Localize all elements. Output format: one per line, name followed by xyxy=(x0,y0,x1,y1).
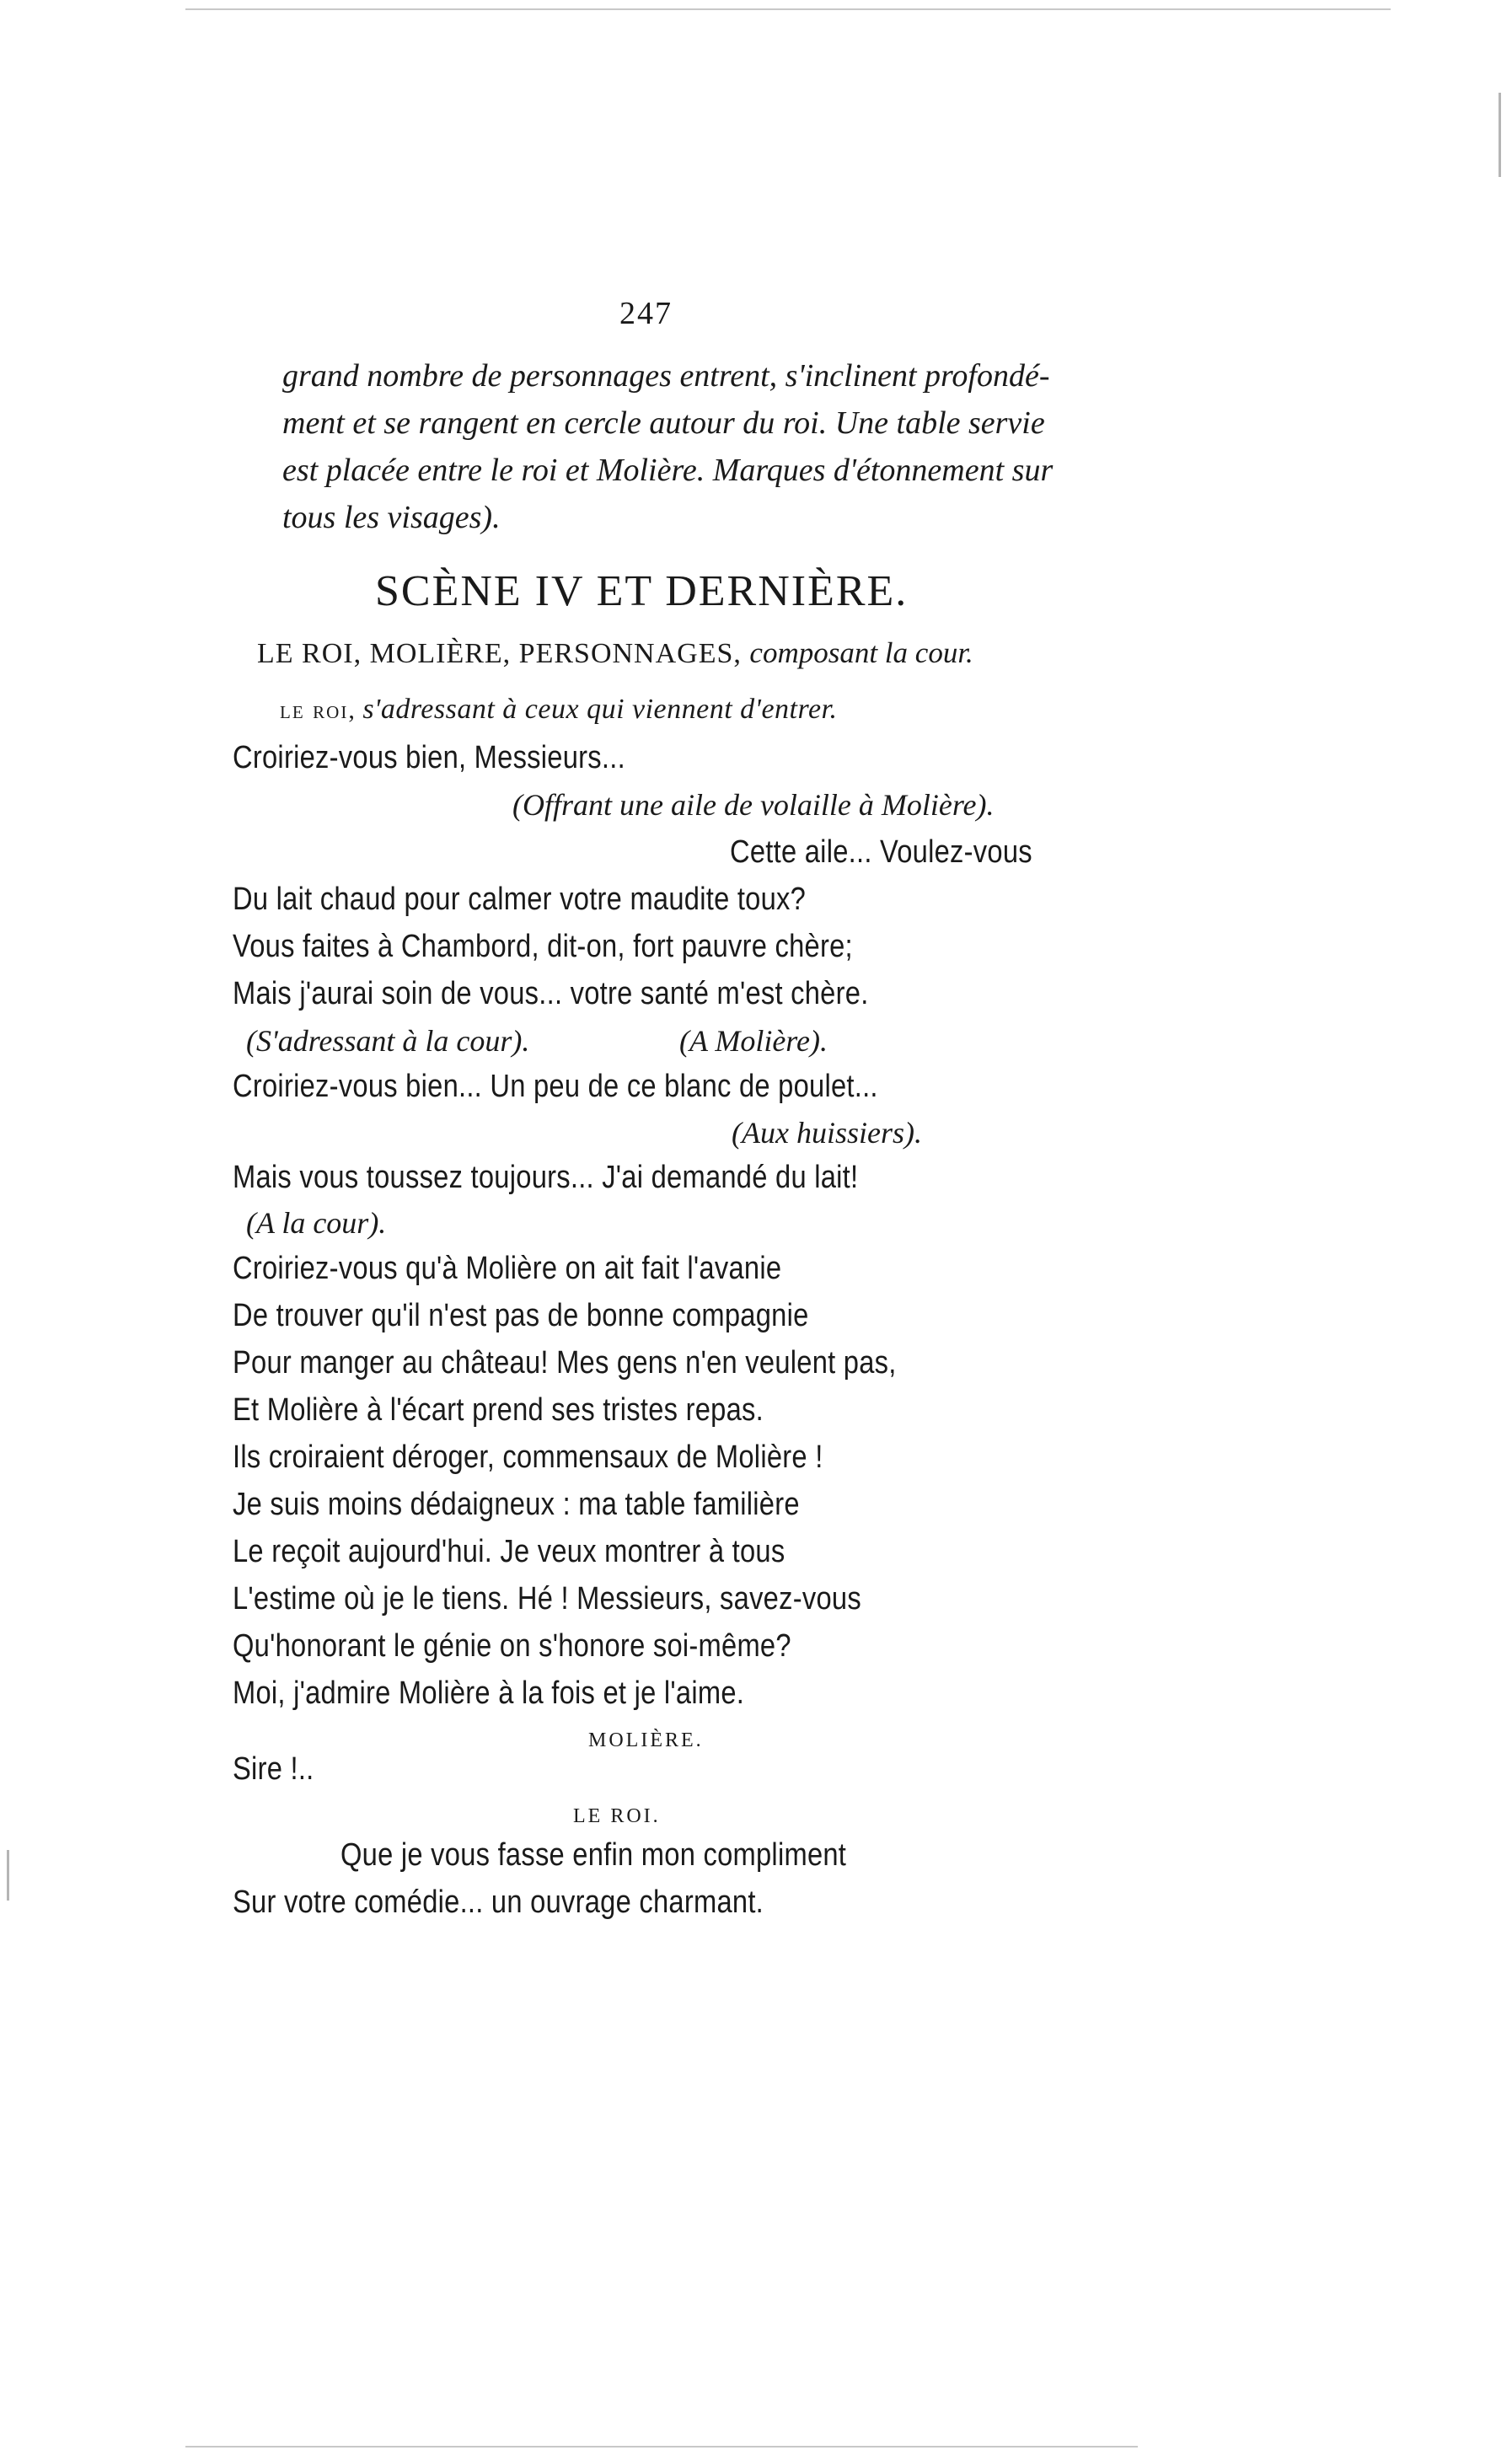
verse-line: Croiriez-vous qu'à Molière on ait fait l'avanie xyxy=(233,1251,782,1286)
intro-line-3: est placée entre le roi et Molière. Marques d'étonnement sur xyxy=(282,453,1054,488)
stage-direction: s'adressant à ceux qui viennent d'entrer. xyxy=(362,694,838,725)
cast-note: composant la cour. xyxy=(749,636,973,669)
speaker-name: le roi, xyxy=(280,696,357,724)
stage-direction: (S'adressant à la cour). xyxy=(246,1024,530,1058)
right-margin-mark xyxy=(1499,93,1501,177)
reply-moliere: Sire !.. xyxy=(233,1751,314,1787)
intro-line-4: tous les visages). xyxy=(282,500,501,535)
verse-line: Croiriez-vous bien, Messieurs... xyxy=(233,740,625,775)
left-margin-mark xyxy=(7,1850,9,1901)
bottom-edge-rule xyxy=(185,2446,1138,2448)
stage-direction: (Aux huissiers). xyxy=(732,1116,922,1150)
verse-line: Que je vous fasse enfin mon compliment xyxy=(340,1837,847,1873)
intro-line-2: ment et se rangent en cercle autour du roi. Une table servie xyxy=(282,405,1045,441)
verse-line: Je suis moins dédaigneux : ma table familière xyxy=(233,1487,800,1522)
intro-line-1: grand nombre de personnages entrent, s'inclinent profondé- xyxy=(282,358,1050,394)
stage-direction: (A la cour). xyxy=(246,1206,387,1240)
verse-line: Mais j'aurai soin de vous... votre santé m'est chère. xyxy=(233,976,869,1011)
verse-line: Mais vous toussez toujours... J'ai demandé du lait! xyxy=(233,1160,859,1195)
verse-line: Croiriez-vous bien... Un peu de ce blanc de poulet... xyxy=(233,1069,878,1104)
speaker-roi: LE ROI. xyxy=(573,1805,661,1827)
verse-line: De trouver qu'il n'est pas de bonne compagnie xyxy=(233,1298,809,1333)
verse-line: L'estime où je le tiens. Hé ! Messieurs, savez-vous xyxy=(233,1581,861,1617)
top-edge-rule xyxy=(185,8,1391,10)
verse-line: Cette aile... Voulez-vous xyxy=(730,834,1032,870)
cast-list xyxy=(257,636,973,670)
cast-names: LE ROI, MOLIÈRE, PERSONNAGES, xyxy=(257,638,742,669)
verse-line: Moi, j'admire Molière à la fois et je l'aime. xyxy=(233,1676,745,1711)
speaker-direction xyxy=(280,694,838,726)
scene-title: SCÈNE IV ET DERNIÈRE. xyxy=(375,567,909,615)
speaker-moliere: MOLIÈRE. xyxy=(588,1729,704,1751)
stage-direction: (A Molière). xyxy=(679,1024,828,1058)
page-number: 247 xyxy=(619,296,673,331)
verse-line: Vous faites à Chambord, dit-on, fort pauvre chère; xyxy=(233,929,853,964)
verse-line: Ils croiraient déroger, commensaux de Molière ! xyxy=(233,1440,823,1475)
verse-line: Pour manger au château! Mes gens n'en veulent pas, xyxy=(233,1345,897,1381)
stage-direction: (Offrant une aile de volaille à Molière). xyxy=(512,788,995,822)
verse-line: Du lait chaud pour calmer votre maudite toux? xyxy=(233,882,807,917)
verse-line: Le reçoit aujourd'hui. Je veux montrer à tous xyxy=(233,1534,785,1569)
verse-line: Et Molière à l'écart prend ses tristes repas. xyxy=(233,1392,764,1428)
verse-line: Qu'honorant le génie on s'honore soi-même? xyxy=(233,1628,791,1664)
verse-line: Sur votre comédie... un ouvrage charmant. xyxy=(233,1885,764,1920)
